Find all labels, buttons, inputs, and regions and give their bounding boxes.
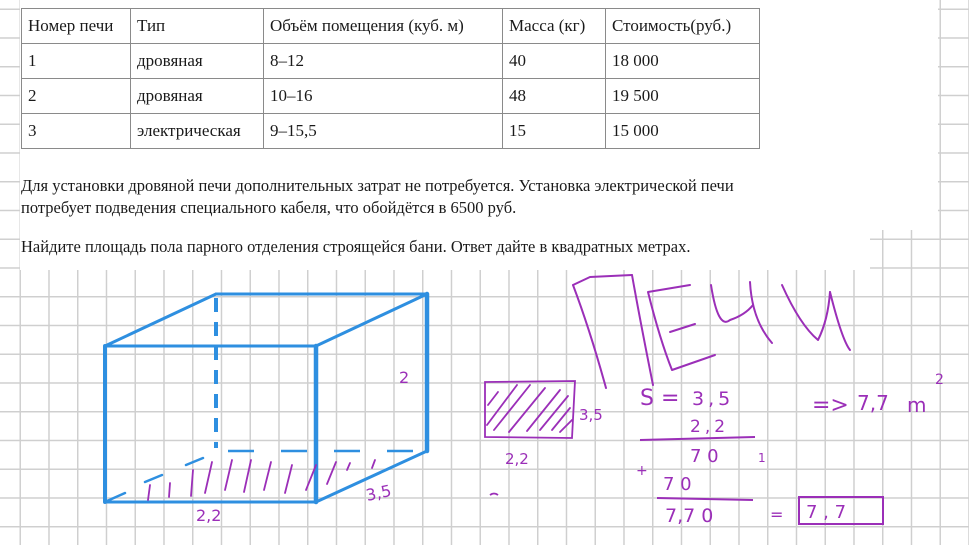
- cell-type: дровяная: [131, 79, 264, 114]
- header-stove-number: Номер печи: [22, 9, 131, 44]
- cell-type: электрическая: [131, 114, 264, 149]
- handwritten-title-pechi: [573, 275, 850, 388]
- cell-room-volume: 10–16: [264, 79, 503, 114]
- question-text: Найдите площадь пола парного отделения строящейся бани. Ответ дайте в квадратных метрах.: [21, 237, 691, 256]
- stray-pen-mark: [490, 494, 498, 496]
- cell-stove-number: 3: [22, 114, 131, 149]
- cell-type: дровяная: [131, 44, 264, 79]
- header-room-volume: Объём помещения (куб. м): [264, 9, 503, 44]
- carry-digit: 1: [758, 451, 766, 465]
- installation-note-line1: Для установки дровяной печи дополнительных затрат не потребуется. Установка электрической печи: [21, 176, 734, 195]
- floor-rectangle-sketch: [485, 381, 575, 438]
- rect-label-side: 3,5: [579, 406, 603, 424]
- cell-cost: 15 000: [606, 114, 760, 149]
- rect-label-bottom: 2,2: [505, 450, 529, 468]
- box-label-width: 2,2: [196, 506, 222, 525]
- multiplier: 2,2: [690, 417, 730, 437]
- area-s-label: S =: [640, 386, 680, 411]
- cell-mass: 40: [503, 44, 606, 79]
- box-label-depth: 3,5: [364, 481, 393, 505]
- cell-room-volume: 9–15,5: [264, 114, 503, 149]
- floor-hatching: [148, 460, 375, 500]
- box-label-height: 2: [399, 368, 410, 387]
- answer-value: 7,7: [857, 391, 889, 415]
- box-diagram: [105, 294, 427, 502]
- header-mass: Масса (кг): [503, 9, 606, 44]
- cell-mass: 15: [503, 114, 606, 149]
- cell-cost: 19 500: [606, 79, 760, 114]
- header-cost: Стоимость(руб.): [606, 9, 760, 44]
- cell-mass: 48: [503, 79, 606, 114]
- product-sum: 7,7 0: [665, 505, 714, 527]
- partial-product-2: 7 0: [663, 474, 692, 495]
- cell-cost: 18 000: [606, 44, 760, 79]
- cell-stove-number: 2: [22, 79, 131, 114]
- final-answer: [812, 372, 944, 418]
- cell-stove-number: 1: [22, 44, 131, 79]
- equals-sign: =: [770, 505, 784, 524]
- answer-exponent: 2: [935, 372, 944, 388]
- plus-sign: +: [636, 463, 648, 479]
- implies-arrow: =>: [812, 393, 849, 418]
- partial-product-1: 7 0: [690, 446, 719, 467]
- cell-room-volume: 8–12: [264, 44, 503, 79]
- answer-unit: m: [907, 393, 927, 417]
- boxed-result: 7 , 7: [806, 502, 847, 523]
- installation-note-line2: потребует подведения специального кабеля, что обойдётся в 6500 руб.: [21, 198, 517, 217]
- multiplicand: 3,5: [692, 388, 735, 410]
- header-type: Тип: [131, 9, 264, 44]
